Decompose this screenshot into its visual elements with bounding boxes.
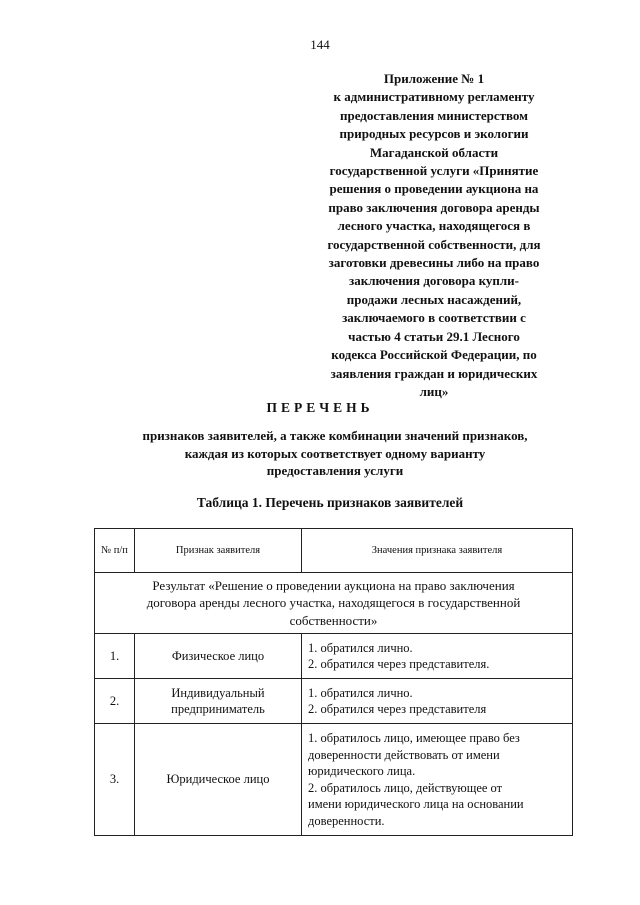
row-values — [302, 679, 573, 724]
document-heading: ПЕРЕЧЕНЬ — [266, 400, 374, 415]
sign-line: Физическое лицо — [171, 648, 265, 663]
table-caption: Таблица 1. Перечень признаков заявителей — [196, 495, 464, 510]
applicant-signs-table — [94, 528, 573, 836]
appendix-line: природных ресурсов и экологии — [339, 126, 529, 142]
value-line: доверенности. — [308, 813, 385, 828]
row-number: 3. — [95, 724, 135, 836]
appendix-line: кодекса Российской Федерации, по — [331, 347, 537, 363]
result-line: собственности» — [289, 612, 378, 628]
appendix-line: Магаданской области — [369, 144, 499, 160]
value-line: 2. обратился через представителя. — [308, 657, 490, 671]
row-number: 2. — [95, 679, 135, 724]
value-line: доверенности действовать от имени — [308, 747, 500, 762]
appendix-line: государственной услуги «Принятие — [329, 163, 539, 179]
appendix-line: заявления граждан и юридических — [330, 365, 538, 381]
subheading-line: предоставления услуги — [266, 463, 404, 478]
appendix-line: к административному регламенту — [333, 89, 535, 105]
appendix-line: право заключения договора аренды — [328, 199, 540, 215]
appendix-line: лесного участка, находящегося в — [337, 218, 531, 234]
row-sign — [135, 634, 302, 679]
result-line: договора аренды лесного участка, находящегося в государственной — [146, 595, 521, 611]
appendix-line: заготовки древесины либо на право — [328, 255, 540, 271]
appendix-line: лиц» — [419, 383, 449, 399]
sign-line: Индивидуальный — [171, 685, 265, 700]
result-cell — [95, 573, 573, 634]
value-line: 1. обратился лично. — [308, 640, 413, 655]
row-sign — [135, 724, 302, 836]
document-subheading — [100, 427, 570, 480]
subheading-line: каждая из которых соответствует одному варианту — [184, 445, 486, 461]
row-number: 1. — [95, 634, 135, 679]
appendix-line: заключаемого в соответствии с — [342, 310, 526, 326]
appendix-line: государственной собственности, для — [327, 236, 541, 252]
sign-line: предприниматель — [171, 702, 265, 716]
table-row — [95, 679, 573, 724]
appendix-line: Приложение № 1 — [383, 71, 485, 86]
result-row — [95, 573, 573, 634]
appendix-line: продажи лесных насаждений, — [346, 291, 522, 307]
subheading-line: признаков заявителей, а также комбинации значений признаков, — [142, 428, 528, 443]
header-number: № п/п — [95, 529, 135, 573]
table-row — [95, 634, 573, 679]
appendix-line: заключения договора купли- — [349, 273, 519, 289]
appendix-line: решения о проведении аукциона на — [329, 181, 539, 197]
result-line: Результат «Решение о проведении аукциона на право заключения — [152, 577, 515, 593]
table-row — [95, 724, 573, 836]
value-line: юридического лица. — [308, 764, 416, 778]
header-values: Значения признака заявителя — [302, 529, 573, 573]
value-line: 1. обратился лично. — [308, 685, 413, 700]
header-sign: Признак заявителя — [135, 529, 302, 573]
appendix-line: предоставления министерством — [339, 107, 529, 123]
appendix-header — [300, 70, 568, 401]
row-sign — [135, 679, 302, 724]
appendix-line: частью 4 статьи 29.1 Лесного — [348, 328, 520, 344]
page-number: 144 — [310, 37, 330, 52]
row-values — [302, 724, 573, 836]
table-header-row — [95, 529, 573, 573]
value-line: 2. обратился через представителя — [308, 702, 487, 716]
sign-line: Юридическое лицо — [166, 772, 270, 787]
row-values — [302, 634, 573, 679]
value-line: 2. обратилось лицо, действующее от — [308, 780, 503, 795]
value-line: имени юридического лица на основании — [308, 797, 524, 811]
value-line: 1. обратилось лицо, имеющее право без — [308, 731, 520, 745]
